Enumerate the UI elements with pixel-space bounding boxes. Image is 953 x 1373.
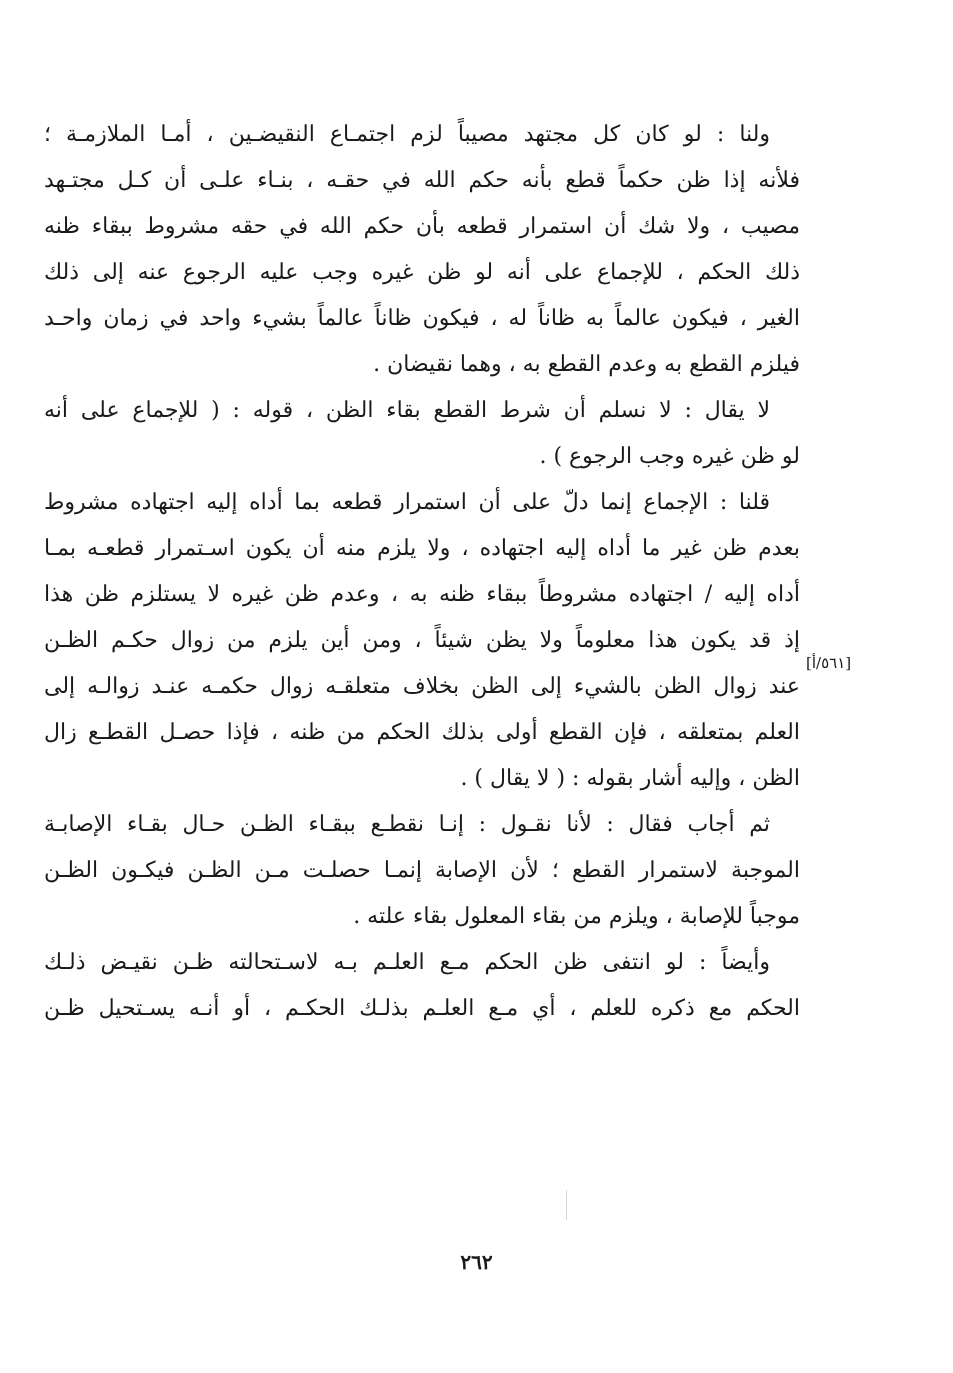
text-line: الظن ، وإليه أشار بقوله : ( لا يقال ) . — [460, 766, 800, 791]
text-line: موجباً للإصابة ، ويلزم من بقاء المعلول بقاء علته . — [353, 904, 800, 929]
text-line: مصيب ، ولا شك أن استمرار قطعه بأن حكم الله في حقه مشروط ببقاء ظنه — [44, 214, 800, 239]
text-line: فيلزم القطع به وعدم القطع به ، وهما نقيضان . — [373, 352, 800, 377]
text-line: الموجبة لاستمرار القطع ؛ لأن الإصابة إنمـا حصلـت مـن الظـن فيكـون الظـن — [44, 858, 800, 883]
text-line: بعدم ظن غير ما أداه إليه اجتهاده ، ولا يلزم منه أن يكون اسـتمرار قطعـه بمـا — [44, 536, 800, 561]
text-line: لا يقال : لا نسلم أن شرط القطع بقاء الظن ، قوله : ( للإجماع على أنه — [44, 398, 770, 423]
text-line: ذلك الحكم ، للإجماع على أنه لو ظن غيره وجب عليه الرجوع عنه إلى ذلك — [44, 260, 800, 285]
page-number: ٢٦٢ — [460, 1250, 493, 1274]
margin-folio-reference: [٥٦١/أ] — [806, 654, 852, 672]
page-divider-line — [566, 1190, 567, 1220]
text-line: إذ قد يكون هذا معلوماً ولا يظن شيئاً ، ومن أين يلزم من زوال حكـم الظـن — [44, 628, 800, 653]
text-line: الحكم مع ذكره للعلم ، أي مـع العلـم بذلـك الحكـم ، أو أنـه يسـتحيل ظـن — [44, 996, 800, 1021]
text-line: قلنا : الإجماع إنما دلّ على أن استمرار قطعه بما أداه إليه اجتهاده مشروط — [44, 490, 770, 515]
text-line: العلم بمتعلقه ، فإن القطع أولى بذلك الحكم من ظنه ، فإذا حصـل القطـع زال — [44, 720, 800, 745]
text-line: وأيضاً : لو انتفى ظن الحكم مـع العلـم بـه لاسـتحالته ظـن نقيـض ذلـك — [44, 950, 770, 975]
text-line: ولنا : لو كان كل مجتهد مصيباً لزم اجتمـاع النقيضـين ، أمـا الملازمـة ؛ — [44, 122, 770, 147]
text-line: أداه إليه / اجتهاده مشروطاً ببقاء ظنه به ، وعدم ظن غيره لا يستلزم ظن هذا — [44, 582, 800, 607]
text-line: الغير ، فيكون عالماً به ظاناً له ، فيكون ظاناً عالماً بشيء واحد في زمان واحـد — [44, 306, 800, 331]
text-line: عند زوال الظن بالشيء إلى الظن بخلاف متعلقـه زوال حكمـه عنـد زوالـه إلى — [44, 674, 800, 699]
text-line: ثم أجاب فقال : لأنا نقـول : إنـا نقطـع ببقـاء الظـن حـال بقـاء الإصابـة — [44, 812, 770, 837]
text-line: فلأنه إذا ظن حكماً قطع بأنه حكم الله في حقـه ، بنـاء علـى أن كـل مجتـهد — [44, 168, 800, 193]
text-line: لو ظن غيره وجب الرجوع ) . — [539, 444, 800, 469]
body-text — [44, 112, 800, 1032]
